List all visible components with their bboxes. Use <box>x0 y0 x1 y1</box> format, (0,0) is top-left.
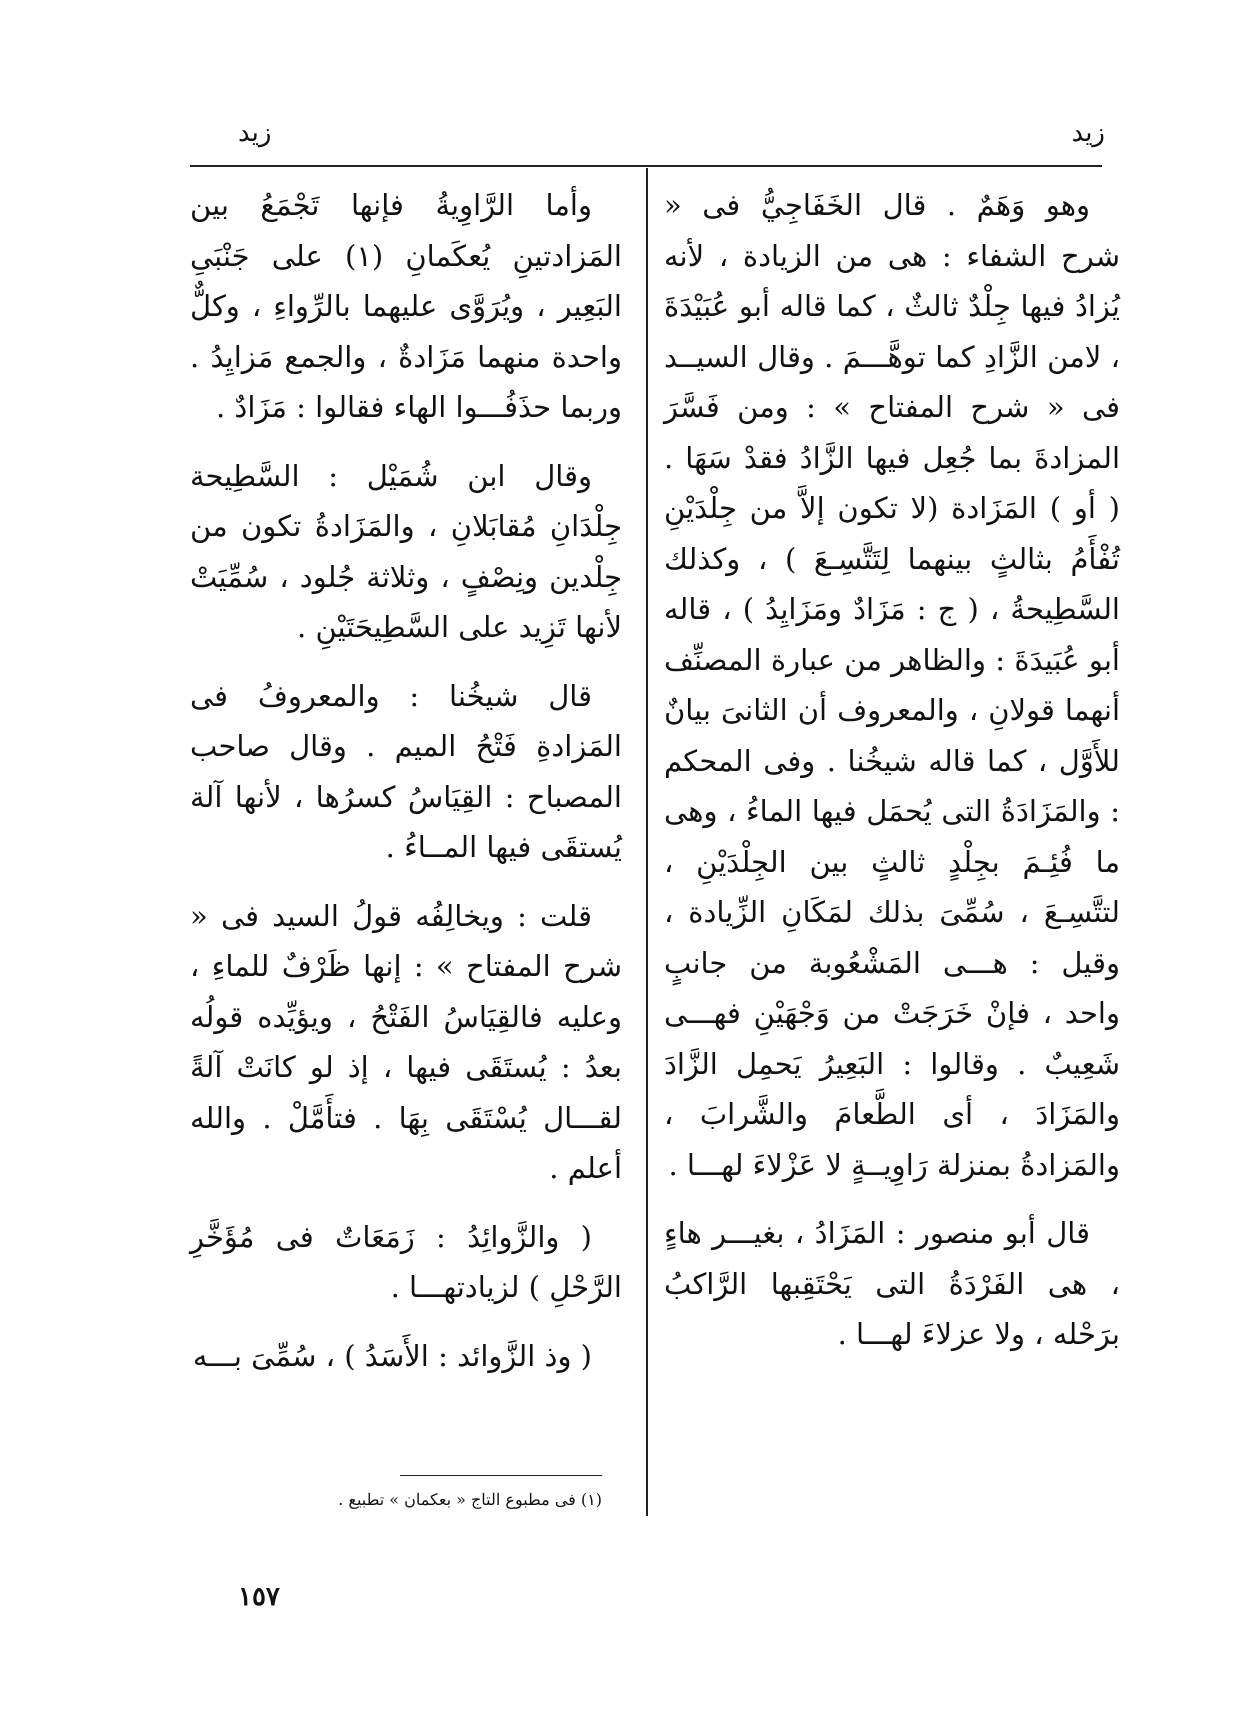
page-header <box>0 118 1245 158</box>
paragraph: ( وذ الزَّوائد : الأَسَدُ ) ، سُمِّىَ بـــه <box>192 1338 592 1373</box>
column-divider <box>646 168 648 1516</box>
paragraph: وأما الرَّاوِيةُ فإنها تَجْمَعُ بين المَزادتينِ يُعكَمانِ (١) على جَنْبَىِ البَعِير ، ويُرَوَّى عليهما بالرِّواءِ ، وكلٌّ واحدة منهما مَزَادةٌ ، والجمع مَزايِدُ . وربما حذَفُـــوا الهاء فقالوا : مَزَادٌ . <box>190 188 622 424</box>
page-number: ١٥٧ <box>238 1582 280 1612</box>
running-head-right: زيد <box>1071 118 1105 148</box>
paragraph: وقال ابن شُمَيْل : السَّطِيحة جِلْدَانِ مُقابَلانِ ، والمَزَادةُ تكون من جِلْدين ونِصْفٍ ، وثلاثة جُلود ، سُمِّيَتْ لأنها تَزِيد على السَّطِيحَتَيْنِ . <box>190 458 622 644</box>
paragraph: وهو وَهَمٌ . قال الخَفَاجِيُّ فى « شرح الشفاء : هى من الزيادة ، لأنه يُزادُ فيها جِلْدٌ ثالثٌ ، كما قاله أبو عُبَيْدَةَ ، لامن الزَّادِ كما توهَّـــمَ . وقال السيــد فى « شرح المفتاح » : ومن فَسَّرَ المزادةَ بما جُعِل فيها الزَّادُ فقدْ سَهَا . ( أو ) المَزَادة (لا تكون إلاَّ من جِلْدَيْنِ تُفْأَمُ بثالثٍ بينهما لِتَتَّسِـعَ ) ، وكذلك السَّطِيحةُ ، ( ج : مَزَادٌ ومَزَايِدُ ) ، قاله أبو عُبَيدَةَ : والظاهر من عبارة المصنِّف أنهما قولانِ ، والمعروف أن الثانىَ بيانٌ للأَوَّل ، كما قاله شيخُنا . وفى المحكم : والمَزَادَةُ التى يُحمَل فيها الماءُ ، وهى ما فُئِـمَ بجِلْدٍ ثالثٍ بين الجِلْدَيْنِ ، لتتَّسِـعَ ، سُمِّىَ بذلك لمَكَانِ الزِّيادة ، وقيل : هـــى المَشْعُوبة من جانبٍ واحد ، فإنْ خَرَجَتْ من وَجْهَيْنِ فهـــى شَعِيبٌ . وقالوا : البَعِيرُ يَحمِل الزَّادَ والمَزَادَ ، أى الطَّعامَ والشَّرابَ ، والمَزادةُ بمنزلة رَاوِيــةٍ لا عَزْلاءَ لهـــا . <box>664 188 1120 1182</box>
left-column <box>190 180 622 1399</box>
footnote: (١) فى مطبوع التاج « بعكمان » تطبيع . <box>338 1490 602 1509</box>
paragraph: ( والزَّوائِدُ : زَمَعَاتٌ فى مُؤَخَّرِ الرَّحْلِ ) لزيادتهـــا . <box>190 1219 622 1304</box>
right-column <box>664 180 1120 1378</box>
paragraph: قال أبو منصور : المَزَادُ ، بغيـــر هاءٍ ، هى الفَرْدَةُ التى يَحْتَقِبها الرَّاكبُ برَحْله ، ولا عزلاءَ لهـــا . <box>664 1216 1120 1351</box>
running-head-left: زيد <box>238 118 272 148</box>
paragraph: قلت : ويخالِفُه قولُ السيد فى « شرح المفتاح » : إنها ظَرْفٌ للماءِ ، وعليه فالقِيَاسُ الفَتْحُ ، ويؤيِّده قولُه بعدُ : يُستَقَى فيها ، إذ لو كانَتْ آلةً لقـــال يُسْتَقَى بِهَا . فتأَمَّلْ . والله أعلم . <box>190 898 622 1185</box>
header-rule <box>190 165 1102 167</box>
paragraph: قال شيخُنا : والمعروفُ فى المَزادةِ فَتْحُ الميم . وقال صاحب المصباح : القِيَاسُ كسرُها ، لأنها آلة يُستقَى فيها المــاءُ . <box>190 678 622 864</box>
footnote-rule <box>400 1475 602 1476</box>
